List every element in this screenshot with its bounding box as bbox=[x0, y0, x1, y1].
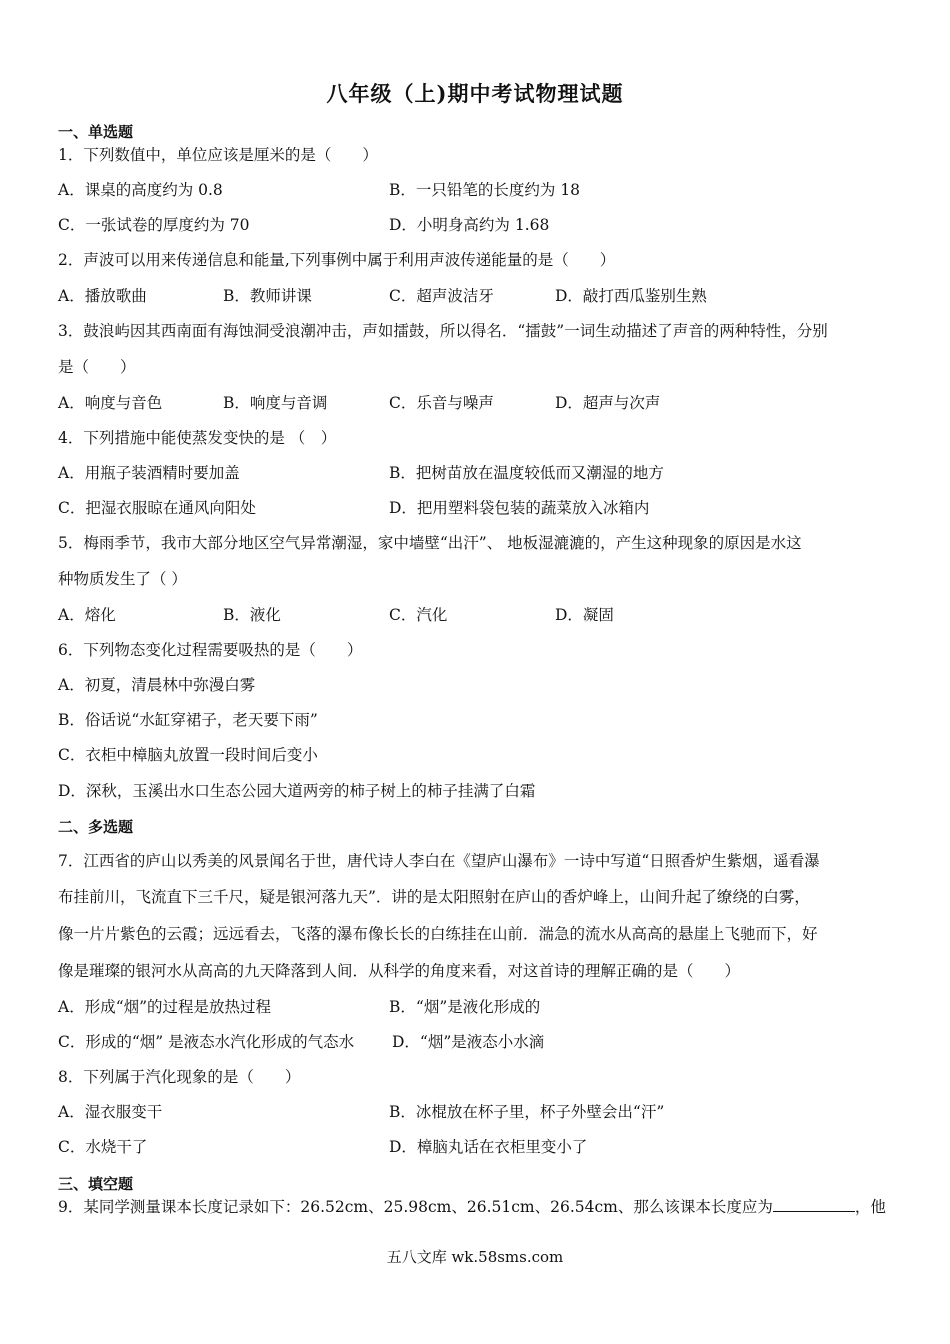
question-4-option-b: B．把树苗放在温度较低而又潮湿的地方 bbox=[389, 464, 664, 482]
question-8-option-c: C．水烧干了 bbox=[58, 1138, 148, 1156]
question-3-option-c: C．乐音与噪声 bbox=[389, 394, 494, 412]
question-1-option-a: A．课桌的高度约为 0.8 bbox=[58, 181, 223, 199]
question-5-option-d: D．凝固 bbox=[555, 606, 614, 624]
question-2-stem: 2．声波可以用来传递信息和能量,下列事例中属于利用声波传递能量的是（ ） bbox=[58, 251, 616, 269]
question-7-option-b: B．“烟”是液化形成的 bbox=[389, 998, 541, 1016]
question-7-option-d: D．“烟”是液态小水滴 bbox=[392, 1033, 545, 1051]
question-5-stem-line-2: 种物质发生了（ ） bbox=[58, 570, 187, 588]
question-8-option-a: A．湿衣服变干 bbox=[58, 1103, 163, 1121]
question-6-option-d: D．深秋，玉溪出水口生态公园大道两旁的柿子树上的柿子挂满了白霜 bbox=[58, 782, 536, 800]
question-5-option-a: A．熔化 bbox=[58, 606, 116, 624]
question-1-option-c: C．一张试卷的厚度约为 70 bbox=[58, 216, 250, 234]
question-4-option-a: A．用瓶子装酒精时要加盖 bbox=[58, 464, 240, 482]
footer-watermark: 五八文库 wk.58sms.com bbox=[386, 1248, 564, 1266]
section-heading-single-choice: 一、单选题 bbox=[58, 123, 134, 141]
question-8-stem: 8．下列属于汽化现象的是（ ） bbox=[58, 1068, 301, 1086]
answer-blank[interactable] bbox=[773, 1197, 855, 1212]
question-3-option-d: D．超声与次声 bbox=[555, 394, 661, 412]
question-7-option-a: A．形成“烟”的过程是放热过程 bbox=[58, 998, 272, 1016]
question-4-option-d: D．把用塑料袋包装的蔬菜放入冰箱内 bbox=[389, 499, 650, 517]
question-3-stem-line-1: 3．鼓浪屿因其西南面有海蚀洞受浪潮冲击，声如擂鼓，所以得名．“擂鼓”一词生动描述了声音的两种特性，分别 bbox=[58, 322, 828, 340]
section-heading-multiple-choice: 二、多选题 bbox=[58, 818, 134, 836]
question-5-option-b: B．液化 bbox=[223, 606, 281, 624]
question-6-option-b: B．俗话说“水缸穿裙子，老天要下雨” bbox=[58, 711, 318, 729]
question-7-stem-line-4: 像是璀璨的银河水从高高的九天降落到人间．从科学的角度来看，对这首诗的理解正确的是（ ） bbox=[58, 962, 741, 980]
page-title: 八年级（上)期中考试物理试题 bbox=[326, 81, 624, 106]
question-7-stem-line-2: 布挂前川，飞流直下三千尺，疑是银河落九天”．讲的是太阳照射在庐山的香炉峰上，山间升起了缭绕的白雾， bbox=[58, 888, 810, 906]
question-3-option-b: B．响度与音调 bbox=[223, 394, 328, 412]
question-2-option-b: B．教师讲课 bbox=[223, 287, 312, 305]
question-4-stem: 4．下列措施中能使蒸发变快的是 （ ） bbox=[58, 429, 337, 447]
question-2-option-a: A．播放歌曲 bbox=[58, 287, 147, 305]
question-1-option-d: D．小明身高约为 1.68 bbox=[389, 216, 550, 234]
question-6-option-a: A．初夏，清晨林中弥漫白雾 bbox=[58, 676, 256, 694]
question-7-stem-line-3: 像一片片紫色的云霞；远远看去，飞落的瀑布像长长的白练挂在山前．湍急的流水从高高的悬崖上飞驰而下，好 bbox=[58, 925, 818, 943]
question-6-option-c: C．衣柜中樟脑丸放置一段时间后变小 bbox=[58, 746, 318, 764]
section-heading-fill-in-blank: 三、填空题 bbox=[58, 1175, 134, 1193]
question-2-option-c: C．超声波洁牙 bbox=[389, 287, 494, 305]
question-1-option-b: B．一只铅笔的长度约为 18 bbox=[389, 181, 581, 199]
question-9-stem bbox=[58, 1197, 886, 1217]
question-7-option-c: C．形成的“烟” 是液态水汽化形成的气态水 bbox=[58, 1033, 355, 1051]
question-9-stem-text: 9．某同学测量课本长度记录如下：26.52cm、25.98cm、26.51cm、26.54cm、那么该课本长度应为 bbox=[58, 1198, 773, 1216]
question-1-stem: 1．下列数值中，单位应该是厘米的是（ ） bbox=[58, 146, 378, 164]
question-8-option-b: B．冰棍放在杯子里，杯子外壁会出“汗” bbox=[389, 1103, 665, 1121]
question-6-stem: 6．下列物态变化过程需要吸热的是（ ） bbox=[58, 641, 363, 659]
question-4-option-c: C．把湿衣服晾在通风向阳处 bbox=[58, 499, 256, 517]
question-3-option-a: A．响度与音色 bbox=[58, 394, 163, 412]
question-8-option-d: D．樟脑丸话在衣柜里变小了 bbox=[389, 1138, 588, 1156]
question-5-option-c: C．汽化 bbox=[389, 606, 448, 624]
question-5-stem-line-1: 5．梅雨季节，我市大部分地区空气异常潮湿，家中墙壁“出汗”、 地板湿漉漉的，产生这种现象的原因是水这 bbox=[58, 534, 802, 552]
question-3-stem-line-2: 是（ ） bbox=[58, 358, 136, 376]
question-7-stem-line-1: 7．江西省的庐山以秀美的风景闻名于世，唐代诗人李白在《望庐山瀑布》一诗中写道“日照香炉生紫烟，遥看瀑 bbox=[58, 852, 820, 870]
question-2-option-d: D．敲打西瓜鉴别生熟 bbox=[555, 287, 707, 305]
question-9-stem-continuation: ，他 bbox=[854, 1198, 886, 1216]
